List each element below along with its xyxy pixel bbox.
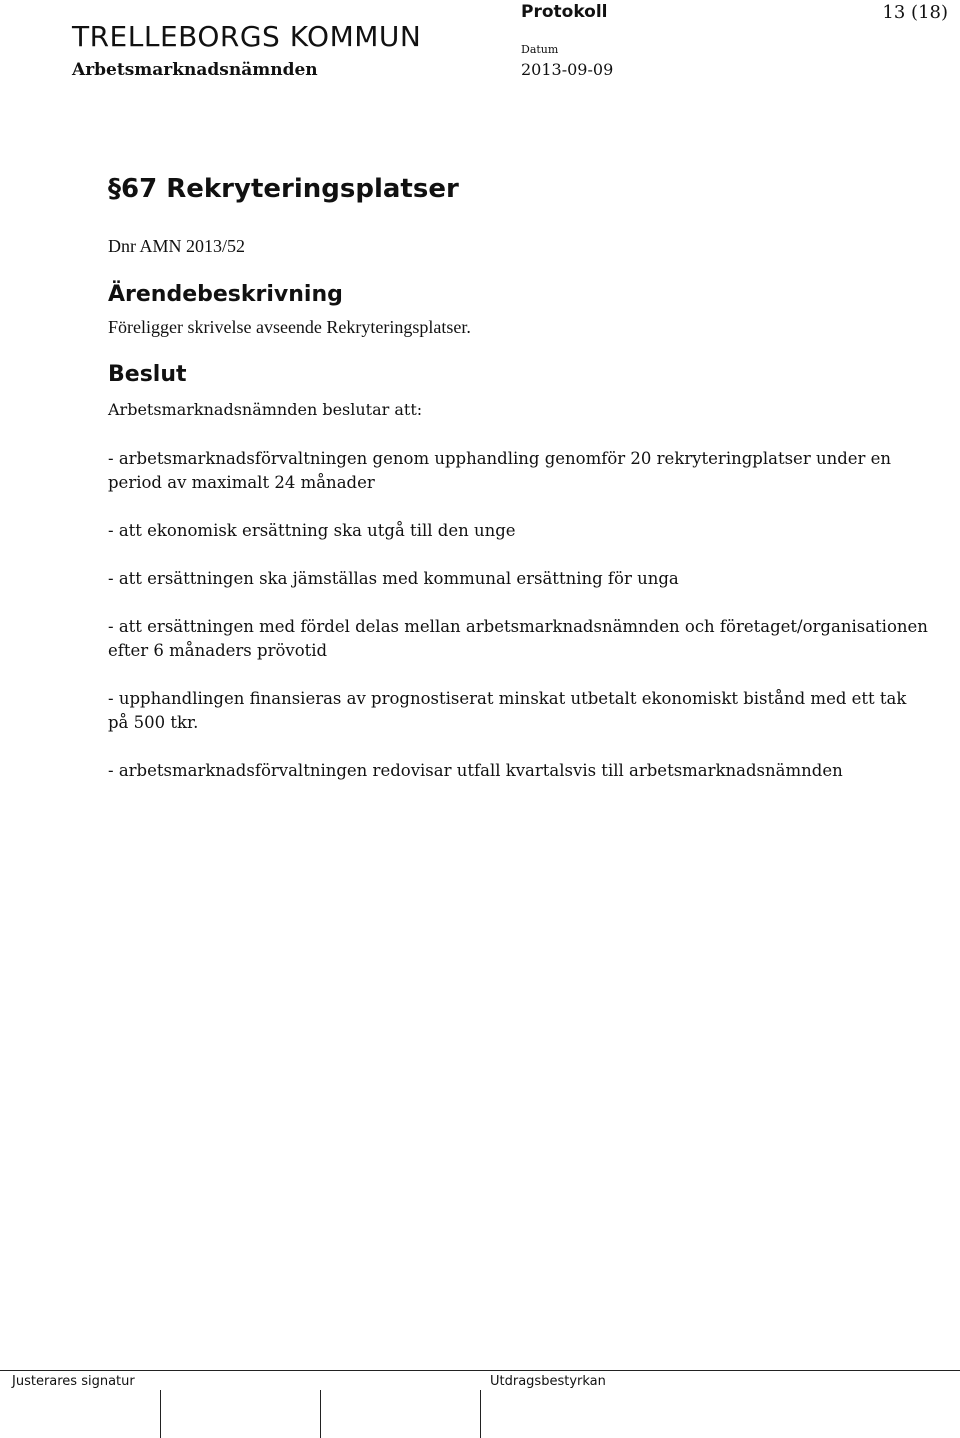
decision-item: - upphandlingen finansieras av prognostiserat minskat utbetalt ekonomiskt bistånd med ett tak på 500 tkr. — [108, 689, 907, 732]
page-number: 13 (18) — [882, 2, 948, 23]
decision-item: - att ekonomisk ersättning ska utgå till den unge — [108, 521, 516, 540]
signature-box-divider — [160, 1390, 161, 1438]
municipality-name: TRELLEBORGS KOMMUN — [72, 20, 422, 53]
decision-heading: Beslut — [108, 362, 187, 387]
date-value: 2013-09-09 — [521, 60, 614, 79]
decision-item: - att ersättningen ska jämställas med kommunal ersättning för unga — [108, 569, 679, 588]
extract-label: Utdragsbestyrkan — [490, 1374, 606, 1389]
signature-box-divider — [320, 1390, 321, 1438]
document-type: Protokoll — [521, 2, 608, 22]
signature-label: Justerares signatur — [12, 1374, 135, 1389]
section-title: §67 Rekryteringsplatser — [108, 174, 459, 204]
footer-divider — [0, 1370, 960, 1371]
decision-item: - arbetsmarknadsförvaltningen genom upphandling genomför 20 rekryteringplatser under en period av maximalt 24 månader — [108, 449, 892, 492]
decision-intro: Arbetsmarknadsnämnden beslutar att: — [108, 400, 423, 419]
description-heading: Ärendebeskrivning — [108, 282, 343, 307]
decision-item: - att ersättningen med fördel delas mellan arbetsmarknadsnämnden och företaget/organisationen efter 6 månaders prövotid — [108, 617, 928, 660]
case-number: Dnr AMN 2013/52 — [108, 236, 246, 256]
description-text: Föreligger skrivelse avseende Rekryteringsplatser. — [108, 317, 471, 337]
date-label: Datum — [521, 43, 559, 56]
board-name: Arbetsmarknadsnämnden — [72, 60, 318, 80]
decision-list — [108, 447, 928, 807]
signature-box-divider — [480, 1390, 481, 1438]
decision-item: - arbetsmarknadsförvaltningen redovisar utfall kvartalsvis till arbetsmarknadsnämnden — [108, 761, 843, 780]
